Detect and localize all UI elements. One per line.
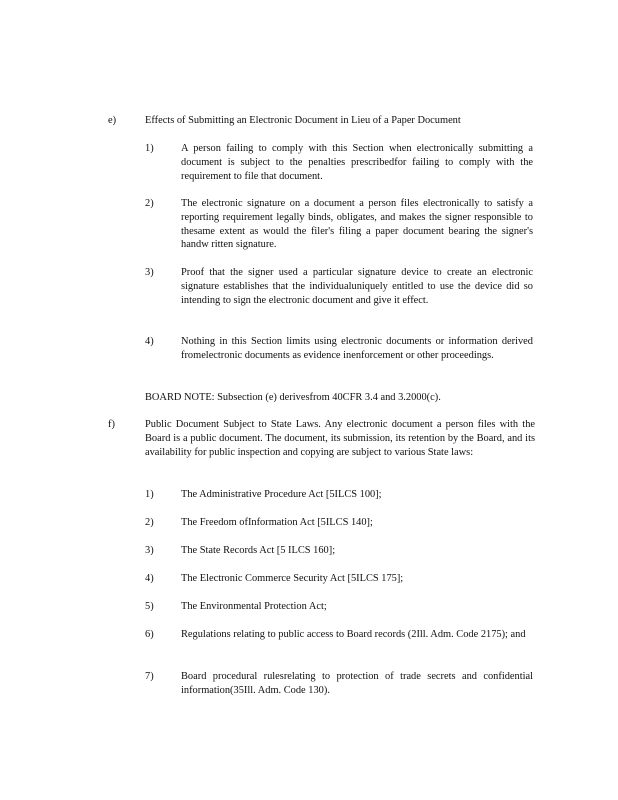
section-f-item-7-number: 7) <box>145 671 154 682</box>
section-f-item-4-text: The Electronic Commerce Security Act [5ILCS 175]; <box>181 573 404 584</box>
section-f-item-1-number: 1) <box>145 489 154 500</box>
section-f-item-3-text: The State Records Act [5 ILCS 160]; <box>181 545 336 556</box>
section-f-item-2-number: 2) <box>145 517 154 528</box>
section-f-item-1-text: The Administrative Procedure Act [5ILCS 100]; <box>181 489 382 500</box>
section-e-item-4-number: 4) <box>145 336 154 347</box>
section-e-label: e) <box>108 115 117 126</box>
section-f-item-6-number: 6) <box>145 629 154 640</box>
section-f-item-6-text: Regulations relating to public access to Board records (2Ill. Adm. Code 2175); and <box>181 629 526 640</box>
section-f-item-3-number: 3) <box>145 545 154 556</box>
section-f-item-5-number: 5) <box>145 601 154 612</box>
section-f-text: Public Document Subject to State Laws. Any electronic document a person files with the Board is a public document. The document, its submission, its retention by the Board, and its availability for public inspection and copying are subject to various State laws: <box>145 419 535 458</box>
section-f-item-5-text: The Environmental Protection Act; <box>181 601 327 612</box>
section-e-item-2-text: The electronic signature on a document a person files electronically to satisfy a reporting requirement legally binds, obligates, and makes the signer responsible to thesame extent as would the filer's filing a paper document bearing the signer's handw ritten signature. <box>181 198 533 251</box>
section-e-item-1-number: 1) <box>145 143 154 154</box>
board-note: BOARD NOTE: Subsection (e) derivesfrom 40CFR 3.4 and 3.2000(c). <box>145 392 441 403</box>
section-f-item-7-text: Board procedural rulesrelating to protection of trade secrets and confidential information(35Ill. Adm. Code 130). <box>181 671 533 696</box>
section-e-item-3-number: 3) <box>145 267 154 278</box>
section-e-item-3-text: Proof that the signer used a particular signature device to create an electronic signature establishes that the individualuniquely entitled to use the device did so intending to sign the electronic document and give it effect. <box>181 267 533 306</box>
section-e-heading: Effects of Submitting an Electronic Document in Lieu of a Paper Document <box>145 115 461 126</box>
section-f-label: f) <box>108 419 115 430</box>
section-e-item-2-number: 2) <box>145 198 154 209</box>
section-e-item-4-text: Nothing in this Section limits using electronic documents or information derived fromelectronic documents as evidence inenforcement or other proceedings. <box>181 336 533 361</box>
section-f-item-4-number: 4) <box>145 573 154 584</box>
section-e-item-1-text: A person failing to comply with this Section when electronically submitting a document is subject to the penalties prescribedfor failing to comply with the requirement to file that document. <box>181 143 533 182</box>
section-f-item-2-text: The Freedom ofInformation Act [5ILCS 140]; <box>181 517 373 528</box>
